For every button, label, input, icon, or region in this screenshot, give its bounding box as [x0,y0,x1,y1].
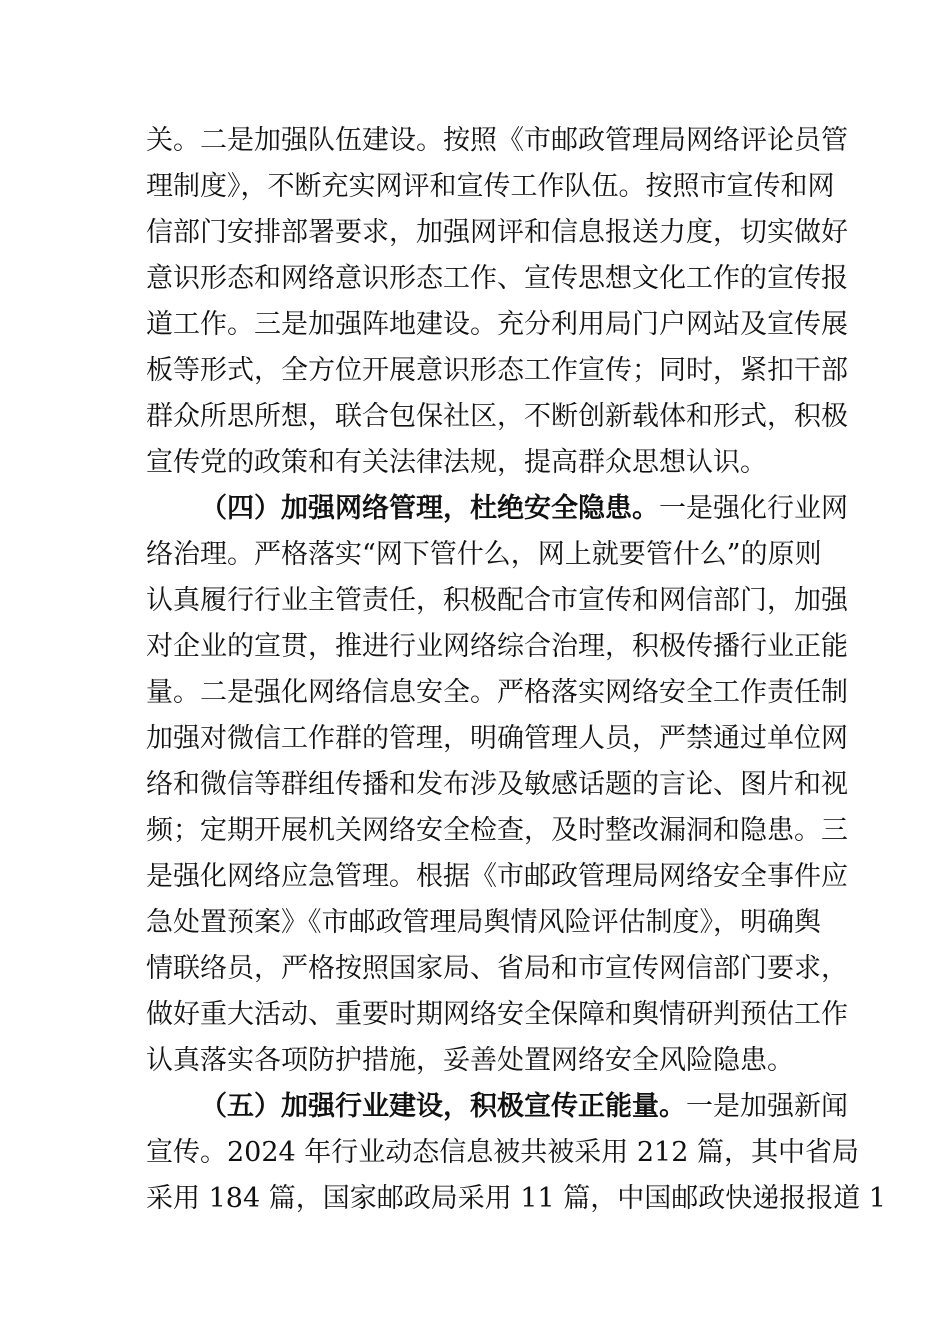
text-line: 做好重大活动、重要时期网络安全保障和舆情研判预估工作 [146,999,848,1030]
heading-continuation: 一是加强新闻 [686,1091,848,1122]
text-line: 量。二是强化网络信息安全。严格落实网络安全工作责任制 [146,677,848,708]
document-body [146,118,886,1222]
text-line: 情联络员，严格按照国家局、省局和市宣传网信部门要求， [146,953,848,984]
text-line: 道工作。三是加强阵地建设。充分利用局门户网站及宣传展 [146,309,848,340]
text-line: 认真履行行业主管责任，积极配合市宣传和网信部门，加强 [146,585,848,616]
text-line: 板等形式，全方位开展意识形态工作宣传；同时，紧扣干部 [146,355,848,386]
text-line: 采用 184 篇，国家邮政局采用 11 篇，中国邮政快递报报道 1 [146,1183,886,1214]
text-line: 宣传。2024 年行业动态信息被共被采用 212 篇，其中省局 [146,1137,859,1168]
text-line: 群众所思所想，联合包保社区，不断创新载体和形式，积极 [146,401,848,432]
section-heading: （五）加强行业建设，积极宣传正能量。 [200,1091,686,1122]
text-line: 络治理。严格落实“网下管什么，网上就要管什么”的原则 [146,539,822,570]
text-line: 是强化网络应急管理。根据《市邮政管理局网络安全事件应 [146,861,848,892]
text-line: 理制度》，不断充实网评和宣传工作队伍。按照市宣传和网 [146,171,835,202]
text-line: 意识形态和网络意识形态工作、宣传思想文化工作的宣传报 [146,263,848,294]
text-line: 对企业的宣贯，推进行业网络综合治理，积极传播行业正能 [146,631,848,662]
paragraph-3 [146,1084,886,1222]
section-heading-line [146,486,848,532]
text-line: 急处置预案》《市邮政管理局舆情风险评估制度》，明确舆 [146,907,821,938]
text-line: 宣传党的政策和有关法律法规，提高群众思想认识。 [146,447,767,478]
section-heading-line [146,1084,848,1130]
paragraph-2 [146,486,848,1084]
section-heading: （四）加强网络管理，杜绝安全隐患。 [200,493,659,524]
text-line: 络和微信等群组传播和发布涉及敏感话题的言论、图片和视 [146,769,848,800]
text-line: 关。二是加强队伍建设。按照《市邮政管理局网络评论员管 [146,125,848,156]
paragraph-1 [146,118,848,486]
heading-continuation: 一是强化行业网 [659,493,848,524]
text-line: 认真落实各项防护措施，妥善处置网络安全风险隐患。 [146,1045,794,1076]
text-line: 信部门安排部署要求，加强网评和信息报送力度，切实做好 [146,217,848,248]
text-line: 频；定期开展机关网络安全检查，及时整改漏洞和隐患。三 [146,815,848,846]
text-line: 加强对微信工作群的管理，明确管理人员，严禁通过单位网 [146,723,848,754]
